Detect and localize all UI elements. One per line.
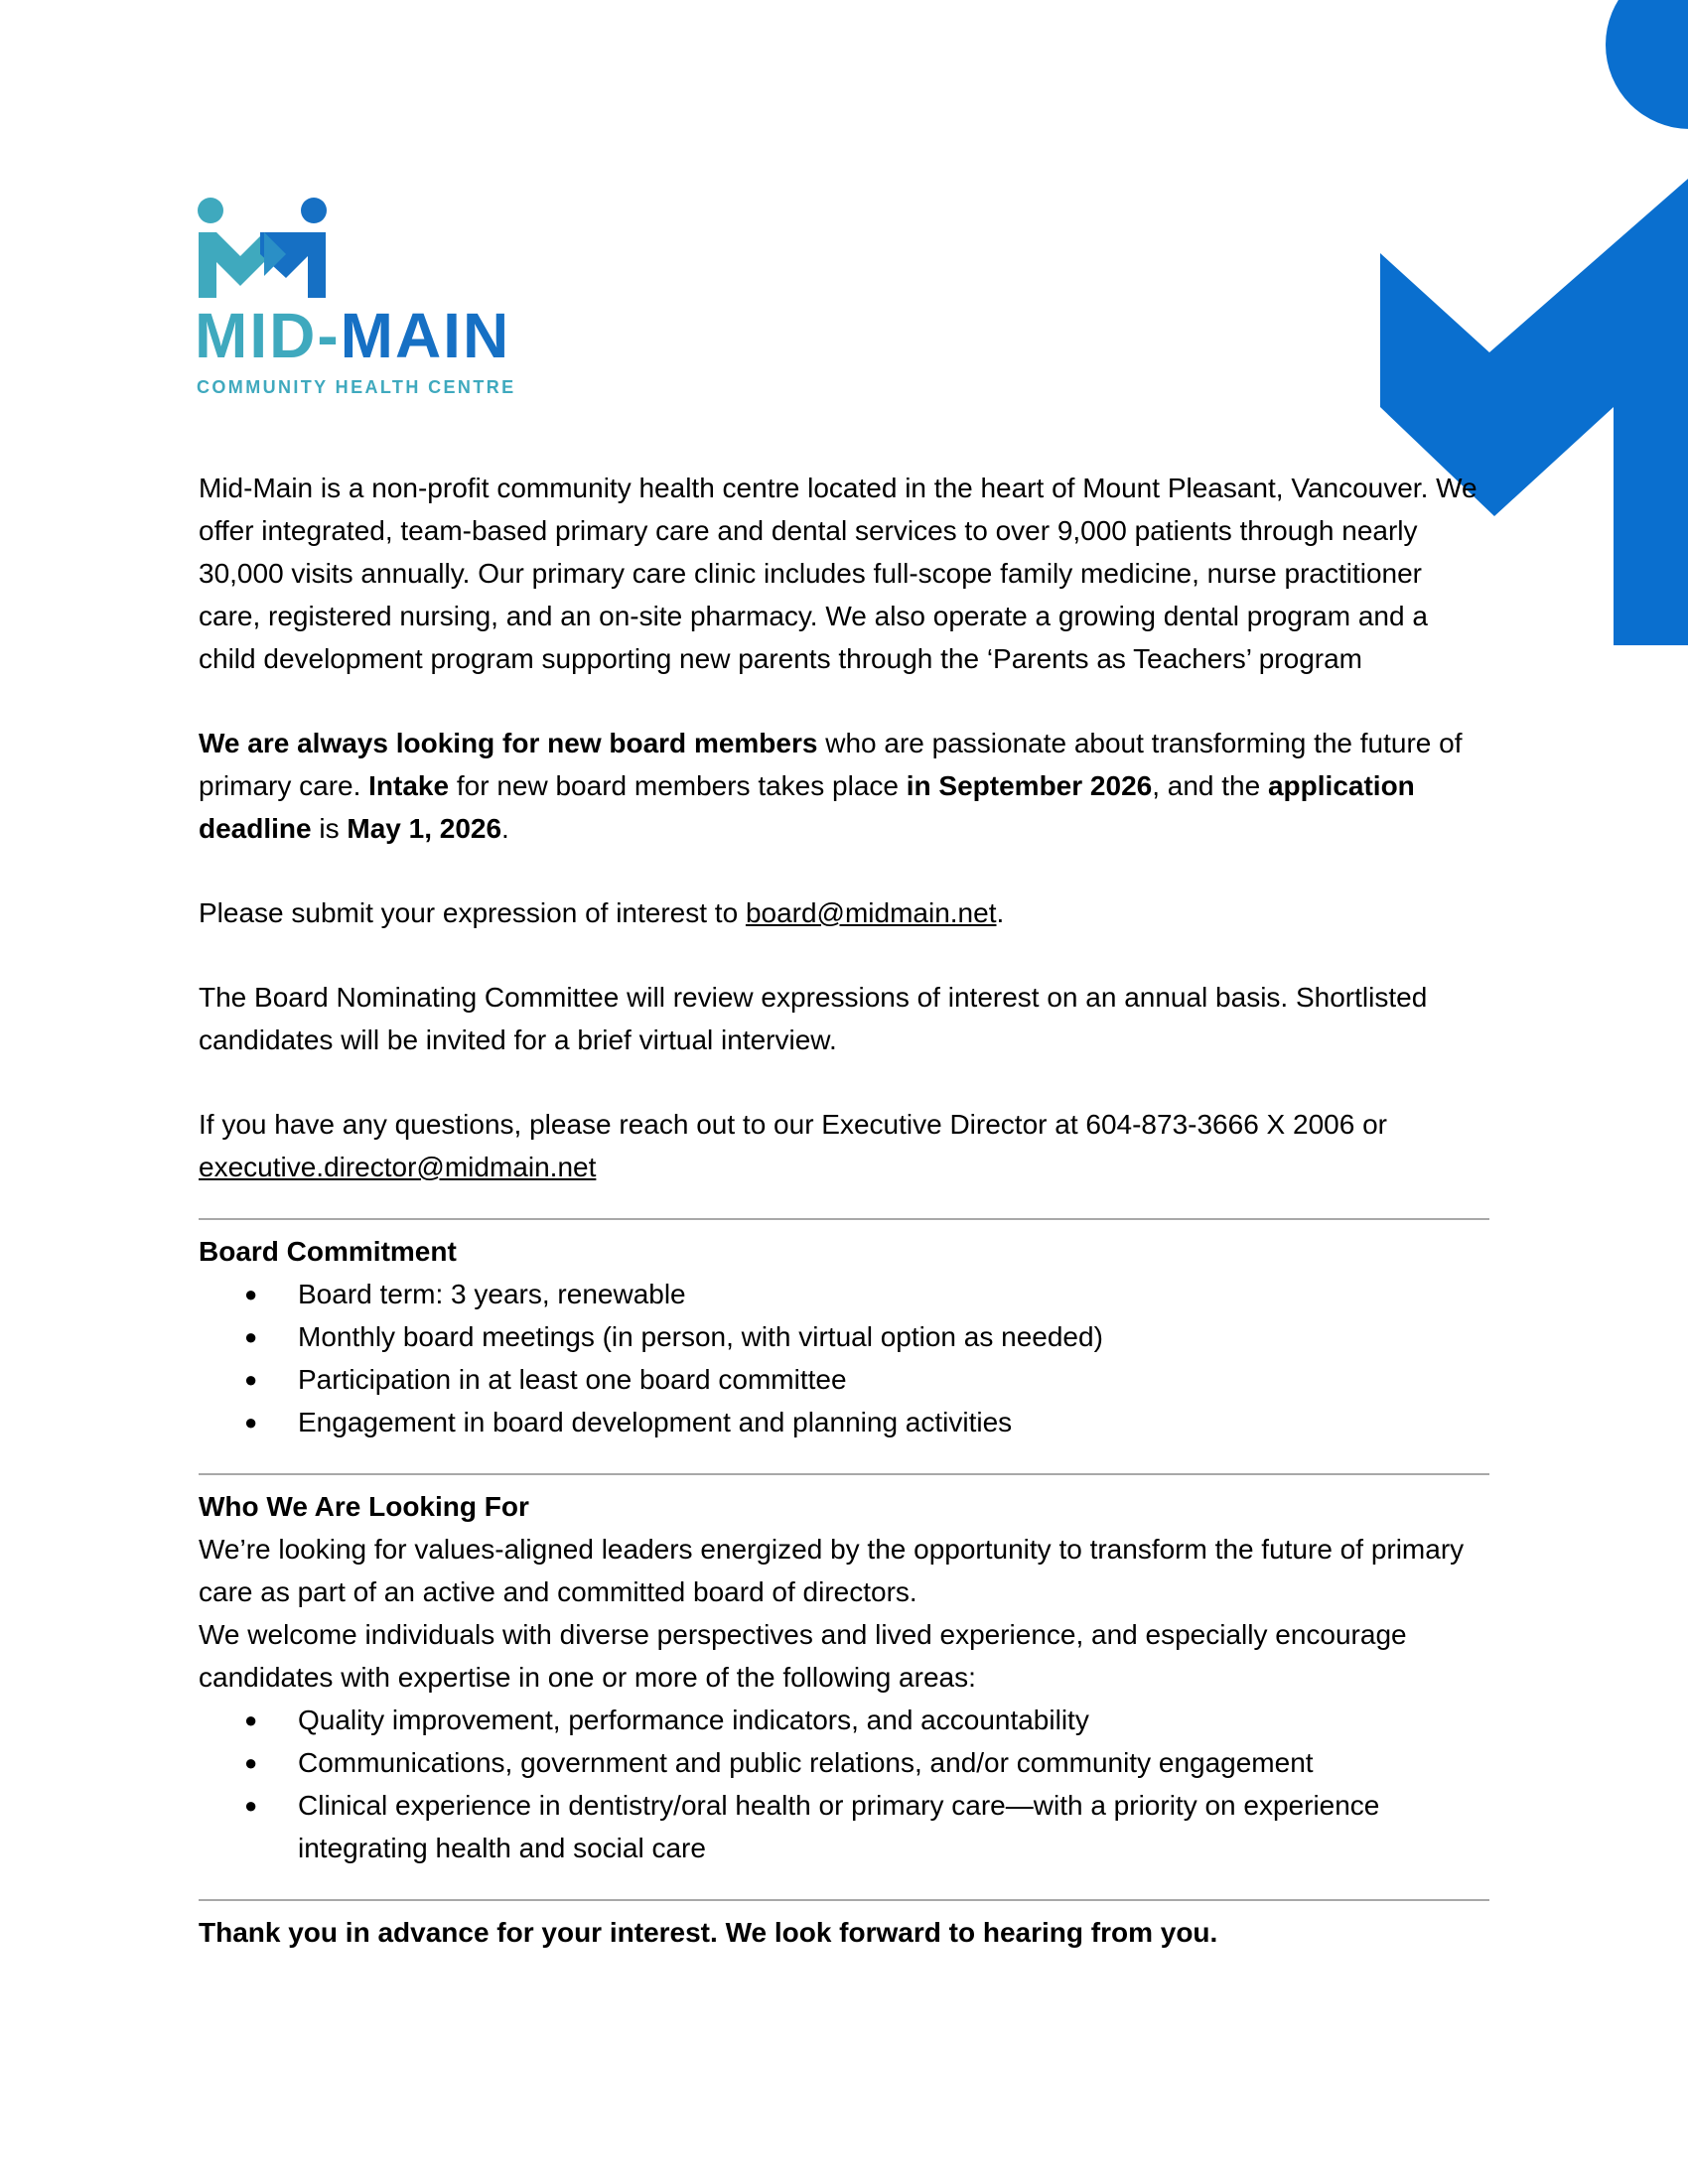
- logo-word-mid: MID-: [195, 300, 341, 371]
- submit-paragraph: [199, 891, 1489, 934]
- list-item: [199, 1358, 1489, 1401]
- looking-paragraph-1: We’re looking for values-aligned leaders energized by the opportunity to transform the future of primary care as part of an active and committed board of directors.: [199, 1534, 1465, 1607]
- list-item: [199, 1315, 1489, 1358]
- recruit-bold-5: May 1, 2026: [347, 813, 502, 844]
- divider: [199, 1473, 1489, 1475]
- logo-word-main: MAIN: [340, 300, 511, 371]
- submit-suffix: .: [996, 897, 1005, 928]
- contact-text: If you have any questions, please reach out to our Executive Director at 604-873-3666 X 2006 or: [199, 1109, 1387, 1140]
- logo-wordmark: [195, 300, 511, 371]
- bullet-icon: ●: [244, 1282, 258, 1306]
- commitment-list: [199, 1273, 1489, 1443]
- list-item-text: Clinical experience in dentistry/oral health or primary care—with a priority on experience integrating health and social care: [298, 1790, 1380, 1863]
- document-body: [199, 467, 1489, 1954]
- recruitment-paragraph: [199, 722, 1489, 850]
- list-item-text: Communications, government and public relations, and/or community engagement: [298, 1747, 1314, 1778]
- bullet-icon: ●: [244, 1707, 258, 1732]
- looking-paragraph-2: We welcome individuals with diverse perspectives and lived experience, and especially encourage candidates with expertise in one or more of the following areas:: [199, 1619, 1407, 1693]
- bullet-icon: ●: [244, 1793, 258, 1818]
- bullet-icon: ●: [244, 1367, 258, 1392]
- board-commitment-heading: Board Commitment: [199, 1236, 457, 1267]
- recruit-bold-4: application deadline: [199, 770, 1415, 844]
- list-item: [199, 1699, 1489, 1741]
- contact-paragraph: [199, 1103, 1489, 1188]
- board-email-link[interactable]: board@midmain.net: [745, 897, 997, 928]
- submit-text: Please submit your expression of interest to: [199, 897, 746, 928]
- recruit-text-3: , and the: [1152, 770, 1268, 801]
- review-paragraph: The Board Nominating Committee will review expressions of interest on an annual basis. Shortlisted candidates will be invited for a brief virtual interview.: [199, 982, 1428, 1055]
- list-item: [199, 1273, 1489, 1315]
- bullet-icon: ●: [244, 1750, 258, 1775]
- logo-people-icon: [195, 195, 330, 302]
- list-item-text: Board term: 3 years, renewable: [298, 1279, 686, 1309]
- looking-for-heading: Who We Are Looking For: [199, 1491, 529, 1522]
- divider: [199, 1899, 1489, 1901]
- divider: [199, 1218, 1489, 1220]
- intro-paragraph: Mid-Main is a non-profit community health centre located in the heart of Mount Pleasant, Vancouver. We offer integrated, team-based primary care and dental services to over 9,000 patients through nearly 30,000 visits annually. Our primary care clinic includes full-scope family medicine, nurse practitioner care, registered nursing, and an on-site pharmacy. We also operate a growing dental program and a child development program supporting new parents through the ‘Parents as Teachers’ program: [199, 473, 1477, 674]
- list-item: [199, 1741, 1489, 1784]
- list-item-text: Engagement in board development and planning activities: [298, 1407, 1013, 1437]
- list-item-text: Monthly board meetings (in person, with virtual option as needed): [298, 1321, 1103, 1352]
- list-item-text: Participation in at least one board committee: [298, 1364, 847, 1395]
- recruit-text-1: who are passionate about transforming the future of primary care.: [199, 728, 1463, 801]
- executive-director-email-link[interactable]: executive.director@midmain.net: [199, 1152, 597, 1182]
- bullet-icon: ●: [244, 1324, 258, 1349]
- closing-line: Thank you in advance for your interest. We look forward to hearing from you.: [199, 1917, 1218, 1948]
- list-item: [199, 1401, 1489, 1443]
- bullet-icon: ●: [244, 1410, 258, 1434]
- recruit-text-2: for new board members takes place: [449, 770, 907, 801]
- recruit-bold-2: Intake: [368, 770, 450, 801]
- list-item: [199, 1784, 1489, 1869]
- recruit-bold-3: in September 2026: [906, 770, 1153, 801]
- expertise-list: [199, 1699, 1489, 1869]
- recruit-bold-1: We are always looking for new board members: [199, 728, 818, 758]
- mid-main-logo: [195, 195, 552, 403]
- logo-tagline: COMMUNITY HEALTH CENTRE: [197, 377, 516, 397]
- decorative-blue-circle: [1606, 0, 1688, 129]
- list-item-text: Quality improvement, performance indicators, and accountability: [298, 1705, 1089, 1735]
- recruit-text-5: .: [501, 813, 509, 844]
- recruit-text-4: is: [311, 813, 348, 844]
